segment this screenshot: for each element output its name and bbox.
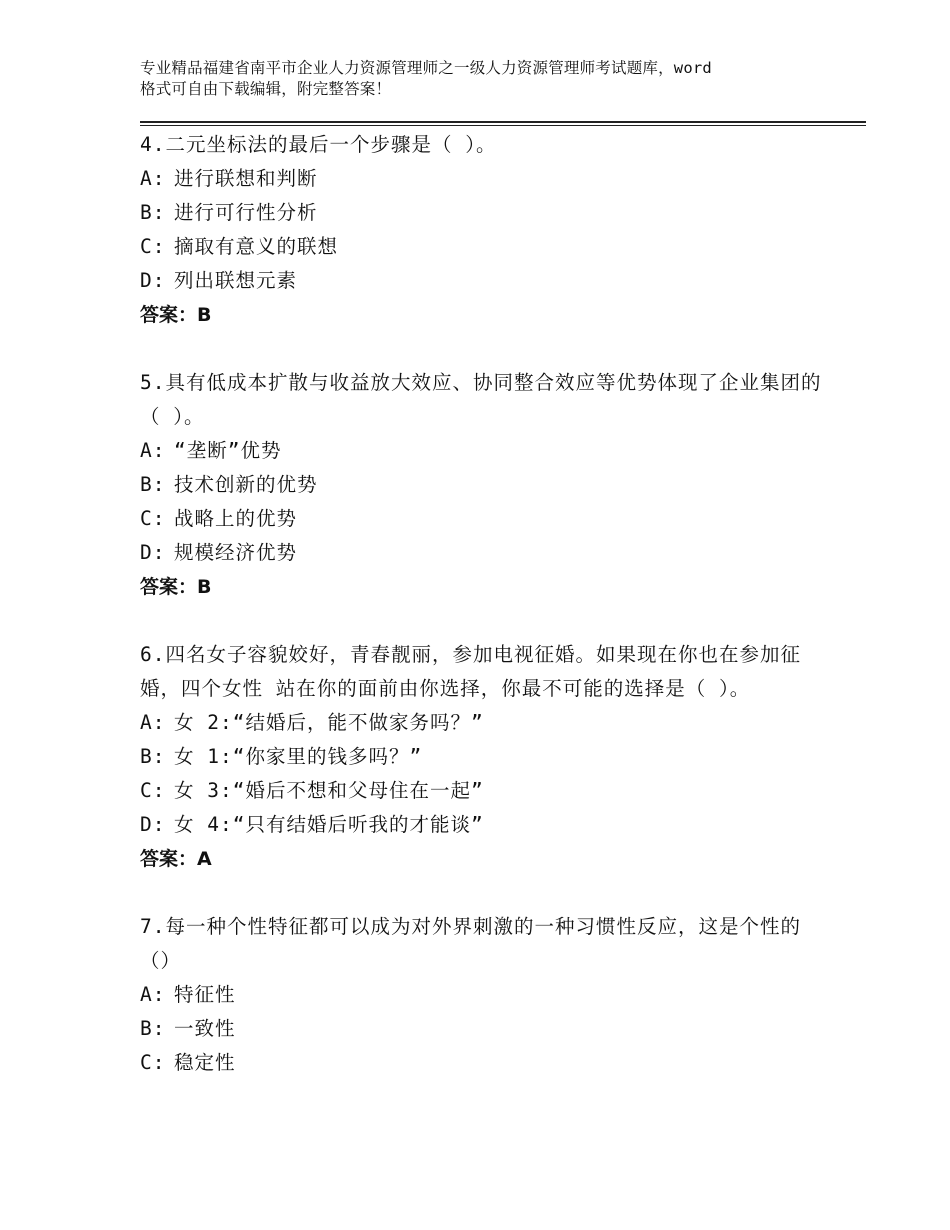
option-key: D: [140,269,166,292]
option-a [140,706,830,740]
option-key: A: [140,167,166,190]
header-line-1: 专业精品福建省南平市企业人力资源管理师之一级人力资源管理师考试题库，word [140,59,712,77]
option-key: C: [140,235,166,258]
option-c [140,1046,830,1080]
spacer [140,604,830,638]
option-text: “垄断”优势 [174,439,282,462]
question-item [140,366,830,604]
option-text: 一致性 [174,1017,236,1040]
option-b [140,1012,830,1046]
question-list [140,128,830,1080]
answer-line: 答案：A [140,848,212,870]
option-key: A: [140,983,166,1006]
option-d [140,536,830,570]
option-text: 战略上的优势 [174,507,298,530]
option-text: 女 2:“结婚后，能不做家务吗？” [174,711,484,734]
option-text: 特征性 [174,983,236,1006]
option-text: 稳定性 [174,1051,236,1074]
option-text: 摘取有意义的联想 [174,235,339,258]
option-d [140,808,830,842]
document-header [140,58,830,100]
question-text: 6.四名女子容貌姣好，青春靓丽，参加电视征婚。如果现在你也在参加征婚，四个女性 站在你的面前由你选择，你最不可能的选择是（ ）。 [140,643,801,700]
header-divider-thin [140,125,866,126]
option-key: A: [140,439,166,462]
question-item [140,128,830,332]
option-a [140,434,830,468]
option-b [140,468,830,502]
option-c [140,230,830,264]
option-key: D: [140,813,166,836]
header-line-2: 格式可自由下载编辑，附完整答案！ [140,80,392,98]
option-a [140,162,830,196]
option-text: 技术创新的优势 [174,473,318,496]
option-text: 列出联想元素 [174,269,298,292]
question-text: 7.每一种个性特征都可以成为对外界刺激的一种习惯性反应，这是个性的（） [140,915,801,972]
option-text: 女 4:“只有结婚后听我的才能谈” [174,813,484,836]
option-key: C: [140,1051,166,1074]
option-text: 女 3:“婚后不想和父母住在一起” [174,779,484,802]
answer-line: 答案：B [140,304,212,326]
option-key: B: [140,473,166,496]
question-text: 4.二元坐标法的最后一个步骤是（ ）。 [140,133,497,156]
question-item [140,638,830,876]
option-key: C: [140,507,166,530]
option-key: A: [140,711,166,734]
option-a [140,978,830,1012]
option-key: B: [140,745,166,768]
option-text: 规模经济优势 [174,541,298,564]
question-item [140,910,830,1080]
spacer [140,332,830,366]
option-text: 女 1:“你家里的钱多吗？” [174,745,423,768]
option-b [140,740,830,774]
option-key: D: [140,541,166,564]
answer-line: 答案：B [140,576,212,598]
option-b [140,196,830,230]
question-text: 5.具有低成本扩散与收益放大效应、协同整合效应等优势体现了企业集团的（ ）。 [140,371,822,428]
option-text: 进行可行性分析 [174,201,318,224]
option-key: B: [140,1017,166,1040]
option-c [140,774,830,808]
option-key: B: [140,201,166,224]
spacer [140,876,830,910]
option-key: C: [140,779,166,802]
option-c [140,502,830,536]
header-divider-thick [140,121,866,123]
option-text: 进行联想和判断 [174,167,318,190]
option-d [140,264,830,298]
